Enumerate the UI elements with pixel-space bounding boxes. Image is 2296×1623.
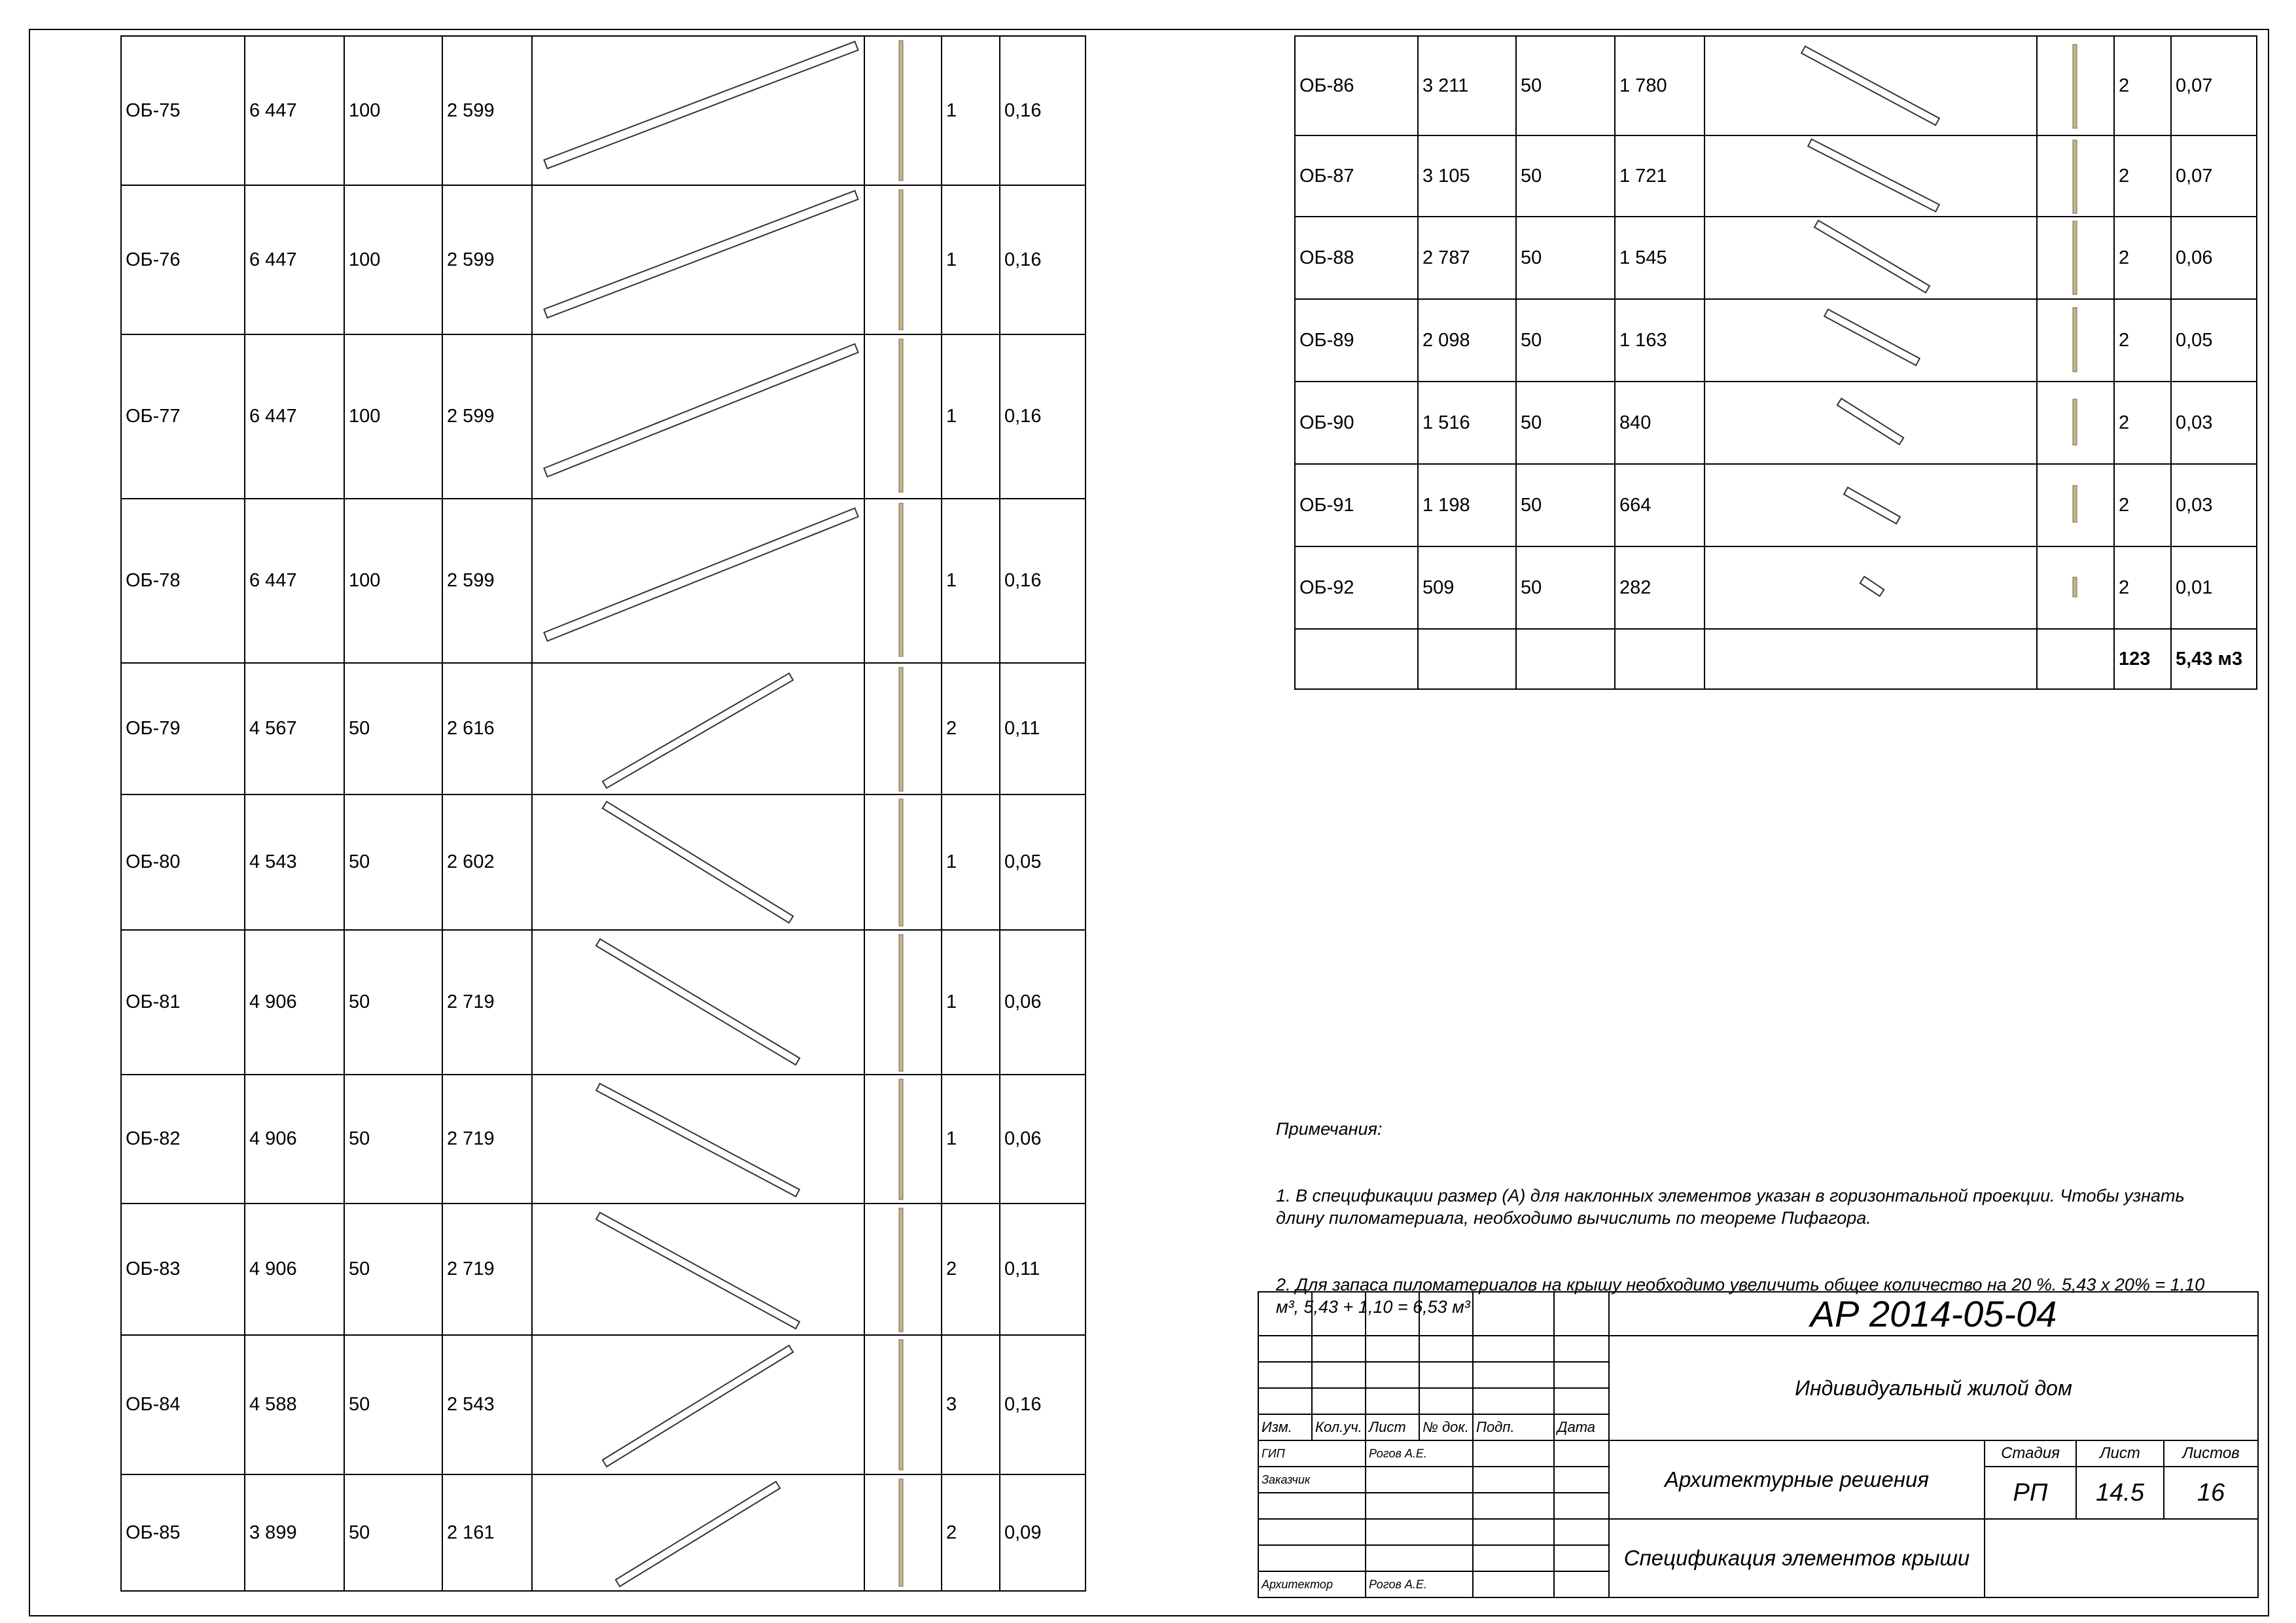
dimension-c: 840: [1615, 382, 1704, 464]
col-list: Лист: [1366, 1414, 1419, 1440]
board-outline: [596, 939, 800, 1065]
board-side: [2073, 308, 2077, 372]
board-outline: [596, 1084, 800, 1197]
dimension-b: 50: [1516, 464, 1615, 546]
dimension-a: 3 105: [1418, 135, 1516, 217]
board-side: [899, 935, 903, 1071]
name-architect: Рогов А.Е.: [1366, 1571, 1473, 1597]
element-sketch-drawing: [533, 186, 864, 334]
element-sketch-drawing: [533, 1336, 864, 1474]
dimension-c: 1 721: [1615, 135, 1704, 217]
dimension-b: 100: [344, 499, 442, 663]
element-side-view: [864, 930, 942, 1075]
board-outline: [544, 190, 858, 317]
element-sketch: [1704, 217, 2037, 299]
dimension-c: 2 602: [442, 794, 532, 930]
table-row: [121, 1335, 1086, 1474]
element-side-view: [864, 1335, 942, 1474]
element-volume: 0,06: [2171, 217, 2257, 299]
dimension-b: 50: [344, 1204, 442, 1335]
element-volume: 0,09: [1000, 1474, 1086, 1591]
element-side-view-drawing: [865, 1336, 941, 1474]
element-sketch-drawing: [533, 931, 864, 1074]
element-sketch-drawing: [1705, 300, 2036, 381]
element-volume: 0,05: [2171, 299, 2257, 382]
dimension-a: 2 098: [1418, 299, 1516, 382]
element-sketch-drawing: [1705, 382, 2036, 463]
notes-heading: Примечания:: [1276, 1119, 1383, 1139]
dimension-c: 1 545: [1615, 217, 1704, 299]
element-sketch: [1704, 464, 2037, 546]
element-sketch: [1704, 382, 2037, 464]
board-outline: [616, 1482, 780, 1586]
element-quantity: 2: [942, 663, 1000, 794]
name-gip: Рогов А.Е.: [1366, 1440, 1473, 1467]
element-quantity: 2: [942, 1204, 1000, 1335]
element-mark: ОБ-83: [121, 1204, 245, 1335]
element-mark: ОБ-79: [121, 663, 245, 794]
dimension-c: 2 599: [442, 185, 532, 334]
element-mark: ОБ-76: [121, 185, 245, 334]
table-row: [1295, 299, 2257, 382]
notes-item-1: 1. В спецификации размер (А) для наклонных элементов указан в горизонтальной проекции. Чтобы узнать длину пиломатериала, необходимо вычислить по теореме Пифагора.: [1276, 1186, 2190, 1228]
element-quantity: 1: [942, 36, 1000, 185]
dimension-b: 50: [1516, 299, 1615, 382]
total-quantity: 123: [2114, 629, 2171, 689]
dimension-a: 6 447: [245, 185, 344, 334]
element-quantity: 1: [942, 1075, 1000, 1204]
board-side: [899, 339, 903, 492]
element-side-view-drawing: [865, 186, 941, 334]
board-side: [899, 190, 903, 330]
element-volume: 0,16: [1000, 185, 1086, 334]
col-doc: № док.: [1419, 1414, 1473, 1440]
board-outline: [1808, 139, 1939, 212]
element-side-view: [2037, 382, 2114, 464]
dimension-b: 50: [344, 1075, 442, 1204]
element-quantity: 2: [2114, 217, 2171, 299]
project-name: Индивидуальный жилой дом: [1609, 1336, 2258, 1440]
col-kol: Кол.уч.: [1312, 1414, 1366, 1440]
element-side-view-drawing: [2038, 300, 2113, 381]
table-row: [121, 1474, 1086, 1591]
element-mark: ОБ-84: [121, 1335, 245, 1474]
dimension-a: 4 906: [245, 1075, 344, 1204]
element-side-view-drawing: [865, 1204, 941, 1334]
dimension-a: 3 899: [245, 1474, 344, 1591]
dimension-b: 50: [1516, 217, 1615, 299]
board-outline: [1824, 310, 1920, 366]
element-side-view-drawing: [865, 1475, 941, 1590]
empty-cell: [2037, 629, 2114, 689]
dimension-c: 2 599: [442, 499, 532, 663]
dimension-a: 4 906: [245, 930, 344, 1075]
dimension-a: 3 211: [1418, 36, 1516, 135]
table-row: [1295, 36, 2257, 135]
element-mark: ОБ-87: [1295, 135, 1418, 217]
element-side-view-drawing: [865, 931, 941, 1074]
element-sketch-drawing: [533, 37, 864, 185]
dimension-b: 50: [344, 1335, 442, 1474]
element-volume: 0,07: [2171, 135, 2257, 217]
element-quantity: 2: [2114, 299, 2171, 382]
dimension-b: 100: [344, 334, 442, 499]
dimension-a: 4 543: [245, 794, 344, 930]
dimension-b: 100: [344, 36, 442, 185]
board-side: [899, 1340, 903, 1470]
table-row: [1295, 135, 2257, 217]
element-side-view-drawing: [2038, 217, 2113, 298]
element-side-view: [864, 794, 942, 930]
role-customer: Заказчик: [1258, 1467, 1366, 1493]
dimension-c: 1 163: [1615, 299, 1704, 382]
element-quantity: 2: [2114, 36, 2171, 135]
role-architect: Архитектор: [1258, 1571, 1366, 1597]
dimension-c: 2 543: [442, 1335, 532, 1474]
dimension-b: 50: [344, 794, 442, 930]
dimension-b: 50: [1516, 382, 1615, 464]
board-side: [2073, 486, 2077, 522]
element-sketch-drawing: [533, 795, 864, 929]
document-code: АР 2014-05-04: [1609, 1292, 2258, 1336]
dimension-a: 509: [1418, 546, 1516, 629]
element-sketch: [532, 794, 864, 930]
element-side-view: [2037, 36, 2114, 135]
element-sketch-drawing: [533, 499, 864, 662]
element-side-view-drawing: [2038, 547, 2113, 628]
element-side-view: [2037, 135, 2114, 217]
element-mark: ОБ-92: [1295, 546, 1418, 629]
element-sketch-drawing: [1705, 547, 2036, 628]
sheet-header: Лист: [2076, 1440, 2164, 1467]
table-row: [1295, 464, 2257, 546]
element-mark: ОБ-88: [1295, 217, 1418, 299]
element-side-view: [2037, 464, 2114, 546]
element-quantity: 1: [942, 794, 1000, 930]
board-side: [899, 1208, 903, 1332]
element-volume: 0,01: [2171, 546, 2257, 629]
element-sketch: [1704, 546, 2037, 629]
dimension-c: 2 719: [442, 1204, 532, 1335]
element-mark: ОБ-85: [121, 1474, 245, 1591]
element-side-view: [864, 185, 942, 334]
board-outline: [1837, 399, 1903, 444]
element-quantity: 2: [2114, 135, 2171, 217]
dimension-a: 4 906: [245, 1204, 344, 1335]
sheet-title: Спецификация элементов крыши: [1609, 1519, 1985, 1597]
role-gip: ГИП: [1258, 1440, 1366, 1467]
element-side-view-drawing: [2038, 382, 2113, 463]
dimension-c: 2 719: [442, 1075, 532, 1204]
element-volume: 0,03: [2171, 464, 2257, 546]
notes-item-2: 2. Для запаса пиломатериалов на крышу необходимо увеличить общее количество на 20 %. 5,43 х 20% = 1,10 м³, 5,43 + 1,10 = 6,53 м³: [1276, 1275, 2210, 1317]
element-sketch: [532, 1474, 864, 1591]
dimension-c: 2 719: [442, 930, 532, 1075]
dimension-b: 50: [344, 1474, 442, 1591]
element-sketch: [532, 499, 864, 663]
empty-cell: [1516, 629, 1615, 689]
dimension-b: 100: [344, 185, 442, 334]
board-side: [899, 1079, 903, 1200]
dimension-c: 1 780: [1615, 36, 1704, 135]
element-sketch: [532, 36, 864, 185]
board-side: [2073, 577, 2077, 597]
board-outline: [544, 41, 858, 168]
element-quantity: 2: [2114, 382, 2171, 464]
element-quantity: 2: [2114, 546, 2171, 629]
element-volume: 0,16: [1000, 1335, 1086, 1474]
element-sketch-drawing: [1705, 37, 2036, 135]
table-row: [121, 36, 1086, 185]
element-volume: 0,11: [1000, 663, 1086, 794]
element-sketch-drawing: [533, 664, 864, 794]
board-side: [2073, 45, 2077, 128]
element-side-view-drawing: [865, 1075, 941, 1203]
dimension-c: 2 599: [442, 36, 532, 185]
empty-cell: [1295, 629, 1418, 689]
dimension-c: 282: [1615, 546, 1704, 629]
dimension-a: 6 447: [245, 499, 344, 663]
element-mark: ОБ-78: [121, 499, 245, 663]
element-volume: 0,11: [1000, 1204, 1086, 1335]
element-sketch-drawing: [1705, 217, 2036, 298]
element-quantity: 1: [942, 185, 1000, 334]
board-outline: [544, 344, 858, 477]
spec-table-left: [120, 35, 1086, 1592]
element-mark: ОБ-82: [121, 1075, 245, 1204]
element-side-view-drawing: [2038, 37, 2113, 135]
dimension-b: 50: [344, 930, 442, 1075]
element-sketch-drawing: [533, 1204, 864, 1334]
element-side-view: [864, 1204, 942, 1335]
element-sketch: [532, 1204, 864, 1335]
table-row: [1295, 546, 2257, 629]
element-sketch: [1704, 36, 2037, 135]
dimension-c: 2 616: [442, 663, 532, 794]
element-sketch: [532, 1335, 864, 1474]
board-outline: [1814, 221, 1930, 293]
board-side: [899, 1479, 903, 1586]
board-outline: [603, 673, 793, 788]
element-sketch: [1704, 135, 2037, 217]
element-sketch-drawing: [533, 1475, 864, 1590]
dimension-a: 1 198: [1418, 464, 1516, 546]
dimension-a: 2 787: [1418, 217, 1516, 299]
element-side-view: [864, 36, 942, 185]
element-quantity: 2: [942, 1474, 1000, 1591]
element-side-view-drawing: [2038, 465, 2113, 546]
element-mark: ОБ-86: [1295, 36, 1418, 135]
col-izm: Изм.: [1258, 1414, 1312, 1440]
element-mark: ОБ-77: [121, 334, 245, 499]
dimension-a: 6 447: [245, 334, 344, 499]
board-outline: [1844, 488, 1900, 524]
table-row: [1295, 217, 2257, 299]
dimension-b: 50: [1516, 546, 1615, 629]
dimension-a: 1 516: [1418, 382, 1516, 464]
sheets-value: 16: [2164, 1467, 2258, 1519]
sheet-value: 14.5: [2076, 1467, 2164, 1519]
sheets-header: Листов: [2164, 1440, 2258, 1467]
element-side-view-drawing: [865, 37, 941, 185]
table-row: [121, 1075, 1086, 1204]
board-side: [899, 668, 903, 791]
empty-cell: [1615, 629, 1704, 689]
board-outline: [596, 1213, 800, 1329]
element-side-view: [864, 663, 942, 794]
board-side: [899, 41, 903, 181]
element-volume: 0,16: [1000, 499, 1086, 663]
element-side-view: [2037, 546, 2114, 629]
dimension-b: 50: [344, 663, 442, 794]
table-row: [121, 334, 1086, 499]
dimension-c: 664: [1615, 464, 1704, 546]
title-block: [1258, 1291, 2259, 1598]
element-mark: ОБ-89: [1295, 299, 1418, 382]
element-sketch: [532, 930, 864, 1075]
element-side-view-drawing: [865, 499, 941, 662]
totals-row: [1295, 629, 2257, 689]
element-quantity: 2: [2114, 464, 2171, 546]
element-sketch: [532, 1075, 864, 1204]
element-side-view: [864, 334, 942, 499]
element-volume: 0,16: [1000, 334, 1086, 499]
element-sketch: [1704, 299, 2037, 382]
element-volume: 0,05: [1000, 794, 1086, 930]
element-volume: 0,06: [1000, 930, 1086, 1075]
table-row: [121, 930, 1086, 1075]
board-outline: [603, 1346, 793, 1467]
element-mark: ОБ-81: [121, 930, 245, 1075]
table-row: [1295, 382, 2257, 464]
element-side-view-drawing: [865, 335, 941, 498]
element-side-view: [2037, 217, 2114, 299]
element-side-view: [864, 1075, 942, 1204]
board-outline: [603, 802, 793, 923]
col-data: Дата: [1554, 1414, 1609, 1440]
table-row: [121, 794, 1086, 930]
table-row: [121, 499, 1086, 663]
dimension-c: 2 599: [442, 334, 532, 499]
element-mark: ОБ-91: [1295, 464, 1418, 546]
table-row: [121, 663, 1086, 794]
stage-value: РП: [1985, 1467, 2076, 1519]
element-volume: 0,06: [1000, 1075, 1086, 1204]
table-row: [121, 1204, 1086, 1335]
board-outline: [1860, 577, 1884, 596]
dimension-a: 4 567: [245, 663, 344, 794]
element-sketch-drawing: [533, 335, 864, 498]
board-side: [899, 799, 903, 926]
element-sketch-drawing: [533, 1075, 864, 1203]
dimension-c: 2 161: [442, 1474, 532, 1591]
board-side: [2073, 399, 2077, 445]
element-mark: ОБ-90: [1295, 382, 1418, 464]
element-side-view: [864, 499, 942, 663]
dimension-a: 6 447: [245, 36, 344, 185]
element-volume: 0,03: [2171, 382, 2257, 464]
element-quantity: 3: [942, 1335, 1000, 1474]
element-mark: ОБ-75: [121, 36, 245, 185]
element-volume: 0,16: [1000, 36, 1086, 185]
section-name: Архитектурные решения: [1609, 1440, 1985, 1519]
board-side: [2073, 140, 2077, 213]
element-side-view-drawing: [2038, 136, 2113, 216]
board-side: [899, 503, 903, 656]
element-sketch: [532, 663, 864, 794]
element-sketch: [532, 185, 864, 334]
element-sketch-drawing: [1705, 465, 2036, 546]
element-side-view: [864, 1474, 942, 1591]
element-side-view-drawing: [865, 795, 941, 929]
spec-table-right: [1294, 35, 2257, 690]
table-row: [121, 185, 1086, 334]
element-quantity: 1: [942, 499, 1000, 663]
board-outline: [544, 508, 858, 641]
dimension-b: 50: [1516, 135, 1615, 217]
element-volume: 0,07: [2171, 36, 2257, 135]
stage-header: Стадия: [1985, 1440, 2076, 1467]
dimension-a: 4 588: [245, 1335, 344, 1474]
dimension-b: 50: [1516, 36, 1615, 135]
empty-cell: [1418, 629, 1516, 689]
total-volume: 5,43 м3: [2171, 629, 2257, 689]
element-sketch: [532, 334, 864, 499]
element-side-view-drawing: [865, 664, 941, 794]
element-quantity: 1: [942, 930, 1000, 1075]
element-sketch-drawing: [1705, 136, 2036, 216]
element-side-view: [2037, 299, 2114, 382]
element-mark: ОБ-80: [121, 794, 245, 930]
board-outline: [1801, 46, 1939, 126]
col-podp: Подп.: [1473, 1414, 1554, 1440]
board-side: [2073, 221, 2077, 294]
empty-cell: [1704, 629, 2037, 689]
element-quantity: 1: [942, 334, 1000, 499]
